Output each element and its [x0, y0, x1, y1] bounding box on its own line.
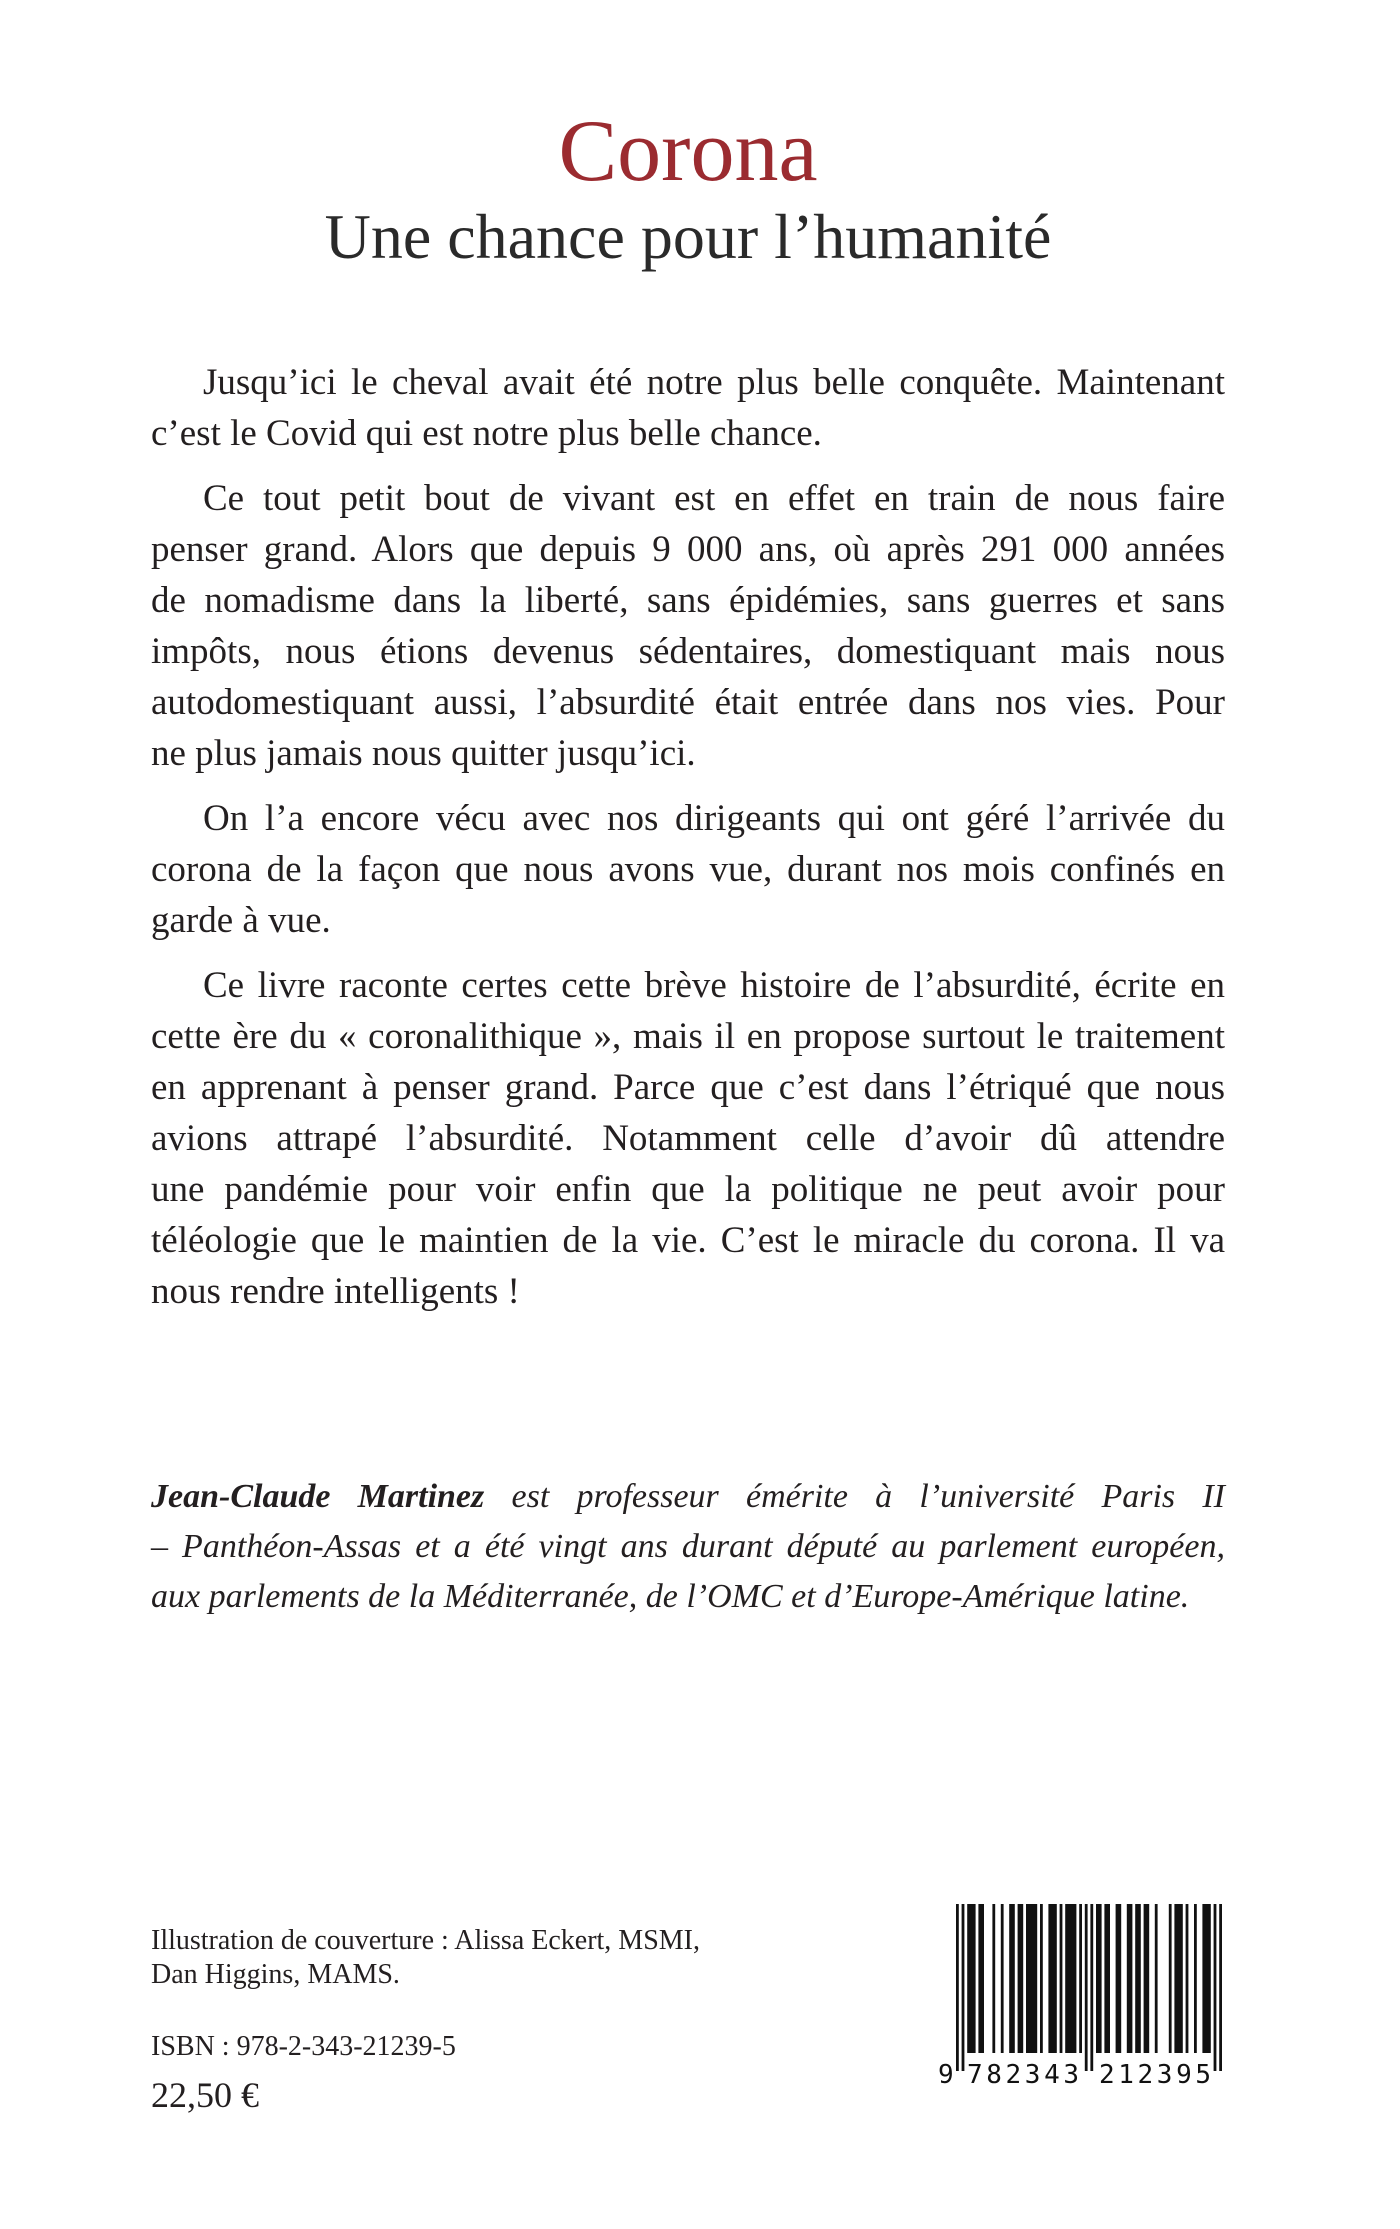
blurb-line: téléologie que le maintien de la vie. C’est le miracle du corona. Il va: [151, 1220, 1225, 1261]
barcode-first-digit: 9: [938, 2060, 954, 2090]
blurb-line: Ce livre raconte certes cette brève histoire de l’absurdité, écrite en: [203, 965, 1225, 1006]
barcode-bar: [1048, 1904, 1056, 2053]
illustration-credit-line: Dan Higgins, MAMS.: [151, 1959, 400, 1990]
barcode-guard-bar: [1219, 1904, 1222, 2071]
blurb-line: autodomestiquant aussi, l’absurdité était entrée dans nos vies. Pour: [151, 682, 1225, 723]
blurb-paragraph: [151, 960, 1225, 1317]
barcode-bar: [1135, 1904, 1141, 2053]
blurb-line: On l’a encore vécu avec nos dirigeants qui ont géré l’arrivée du: [203, 798, 1225, 839]
barcode-guard-bar: [962, 1904, 965, 2071]
barcode-guard-bar: [1090, 1904, 1093, 2071]
barcode-bar: [992, 1904, 995, 2053]
blurb-line: c’est le Covid qui est notre plus belle chance.: [151, 413, 822, 454]
blurb-paragraph: [151, 793, 1225, 946]
blurb-line: une pandémie pour voir enfin que la politique ne peut avoir pour: [151, 1169, 1225, 1210]
barcode-right-digits: 212395: [1099, 2060, 1211, 2090]
blurb-paragraph: [151, 473, 1225, 779]
barcode-bar: [1018, 1904, 1024, 2053]
barcode-guard-bar: [1085, 1904, 1088, 2071]
author-bio: [151, 1472, 1225, 1622]
barcode-bar: [1186, 1904, 1189, 2053]
barcode-bar: [1155, 1904, 1158, 2053]
blurb-line: nous rendre intelligents !: [151, 1271, 520, 1312]
barcode-bar: [1194, 1904, 1197, 2053]
blurb-line: Jusqu’ici le cheval avait été notre plus belle conquête. Maintenant: [203, 362, 1225, 403]
barcode-bar: [1079, 1904, 1082, 2053]
blurb-line: impôts, nous étions devenus sédentaires, domestiquant mais nous: [151, 631, 1225, 672]
blurb-line: cette ère du « coronalithique », mais il en propose surtout le traitement: [151, 1016, 1225, 1057]
blurb-line: en apprenant à penser grand. Parce que c’est dans l’étriqué que nous: [151, 1067, 1225, 1108]
author-bio-line: aux parlements de la Méditerranée, de l’OMC et d’Europe-Amérique latine.: [151, 1578, 1190, 1615]
barcode-guard-bar: [1214, 1904, 1217, 2071]
blurb-line: penser grand. Alors que depuis 9 000 ans, où après 291 000 années: [151, 529, 1225, 570]
barcode-bar: [978, 1904, 984, 2053]
barcode-bar: [1174, 1904, 1182, 2053]
barcode-bar: [1009, 1904, 1015, 2053]
book-subtitle: Une chance pour l’humanité: [324, 201, 1052, 272]
barcode-bar: [1202, 1904, 1210, 2053]
blurb-line: corona de la façon que nous avons vue, durant nos mois confinés en: [151, 849, 1225, 890]
barcode-bar: [1116, 1904, 1122, 2053]
barcode-bar: [1127, 1904, 1133, 2053]
author-bio-text: est professeur émérite à l’université Paris II: [511, 1478, 1225, 1515]
barcode-left-digits: 782343: [967, 2060, 1079, 2090]
barcode-bar: [1060, 1904, 1063, 2053]
barcode-bar: [1144, 1904, 1150, 2053]
author-name: Jean-Claude Martinez: [151, 1478, 485, 1515]
blurb-line: de nomadisme dans la liberté, sans épidémies, sans guerres et sans: [151, 580, 1225, 621]
barcode-bar: [1169, 1904, 1172, 2053]
price: 22,50 €: [151, 2075, 259, 2115]
barcode: [930, 1895, 1230, 2095]
barcode-bars: [956, 1904, 1222, 2071]
barcode-bar: [1104, 1904, 1110, 2053]
book-title: Corona: [558, 103, 818, 200]
illustration-credit-line: Illustration de couverture : Alissa Eckert, MSMI,: [151, 1925, 700, 1956]
barcode-bar: [1001, 1904, 1004, 2053]
blurb-line: avions attrapé l’absurdité. Notamment celle d’avoir dû attendre: [151, 1118, 1225, 1159]
author-bio-line: – Panthéon-Assas et a été vingt ans durant député au parlement européen,: [151, 1528, 1225, 1565]
barcode-bar: [1040, 1904, 1043, 2053]
isbn: ISBN : 978-2-343-21239-5: [151, 2031, 456, 2062]
barcode-bar: [1096, 1904, 1102, 2053]
blurb: [151, 357, 1225, 1317]
blurb-line: ne plus jamais nous quitter jusqu’ici.: [151, 733, 696, 774]
barcode-guard-bar: [956, 1904, 959, 2071]
barcode-bar: [967, 1904, 975, 2053]
blurb-paragraph: [151, 357, 1225, 459]
author-bio-line: [151, 1472, 1225, 1522]
blurb-line: Ce tout petit bout de vivant est en effet en train de nous faire: [203, 478, 1225, 519]
barcode-bar: [1065, 1904, 1076, 2053]
blurb-line: garde à vue.: [151, 900, 331, 941]
barcode-bar: [1026, 1904, 1037, 2053]
